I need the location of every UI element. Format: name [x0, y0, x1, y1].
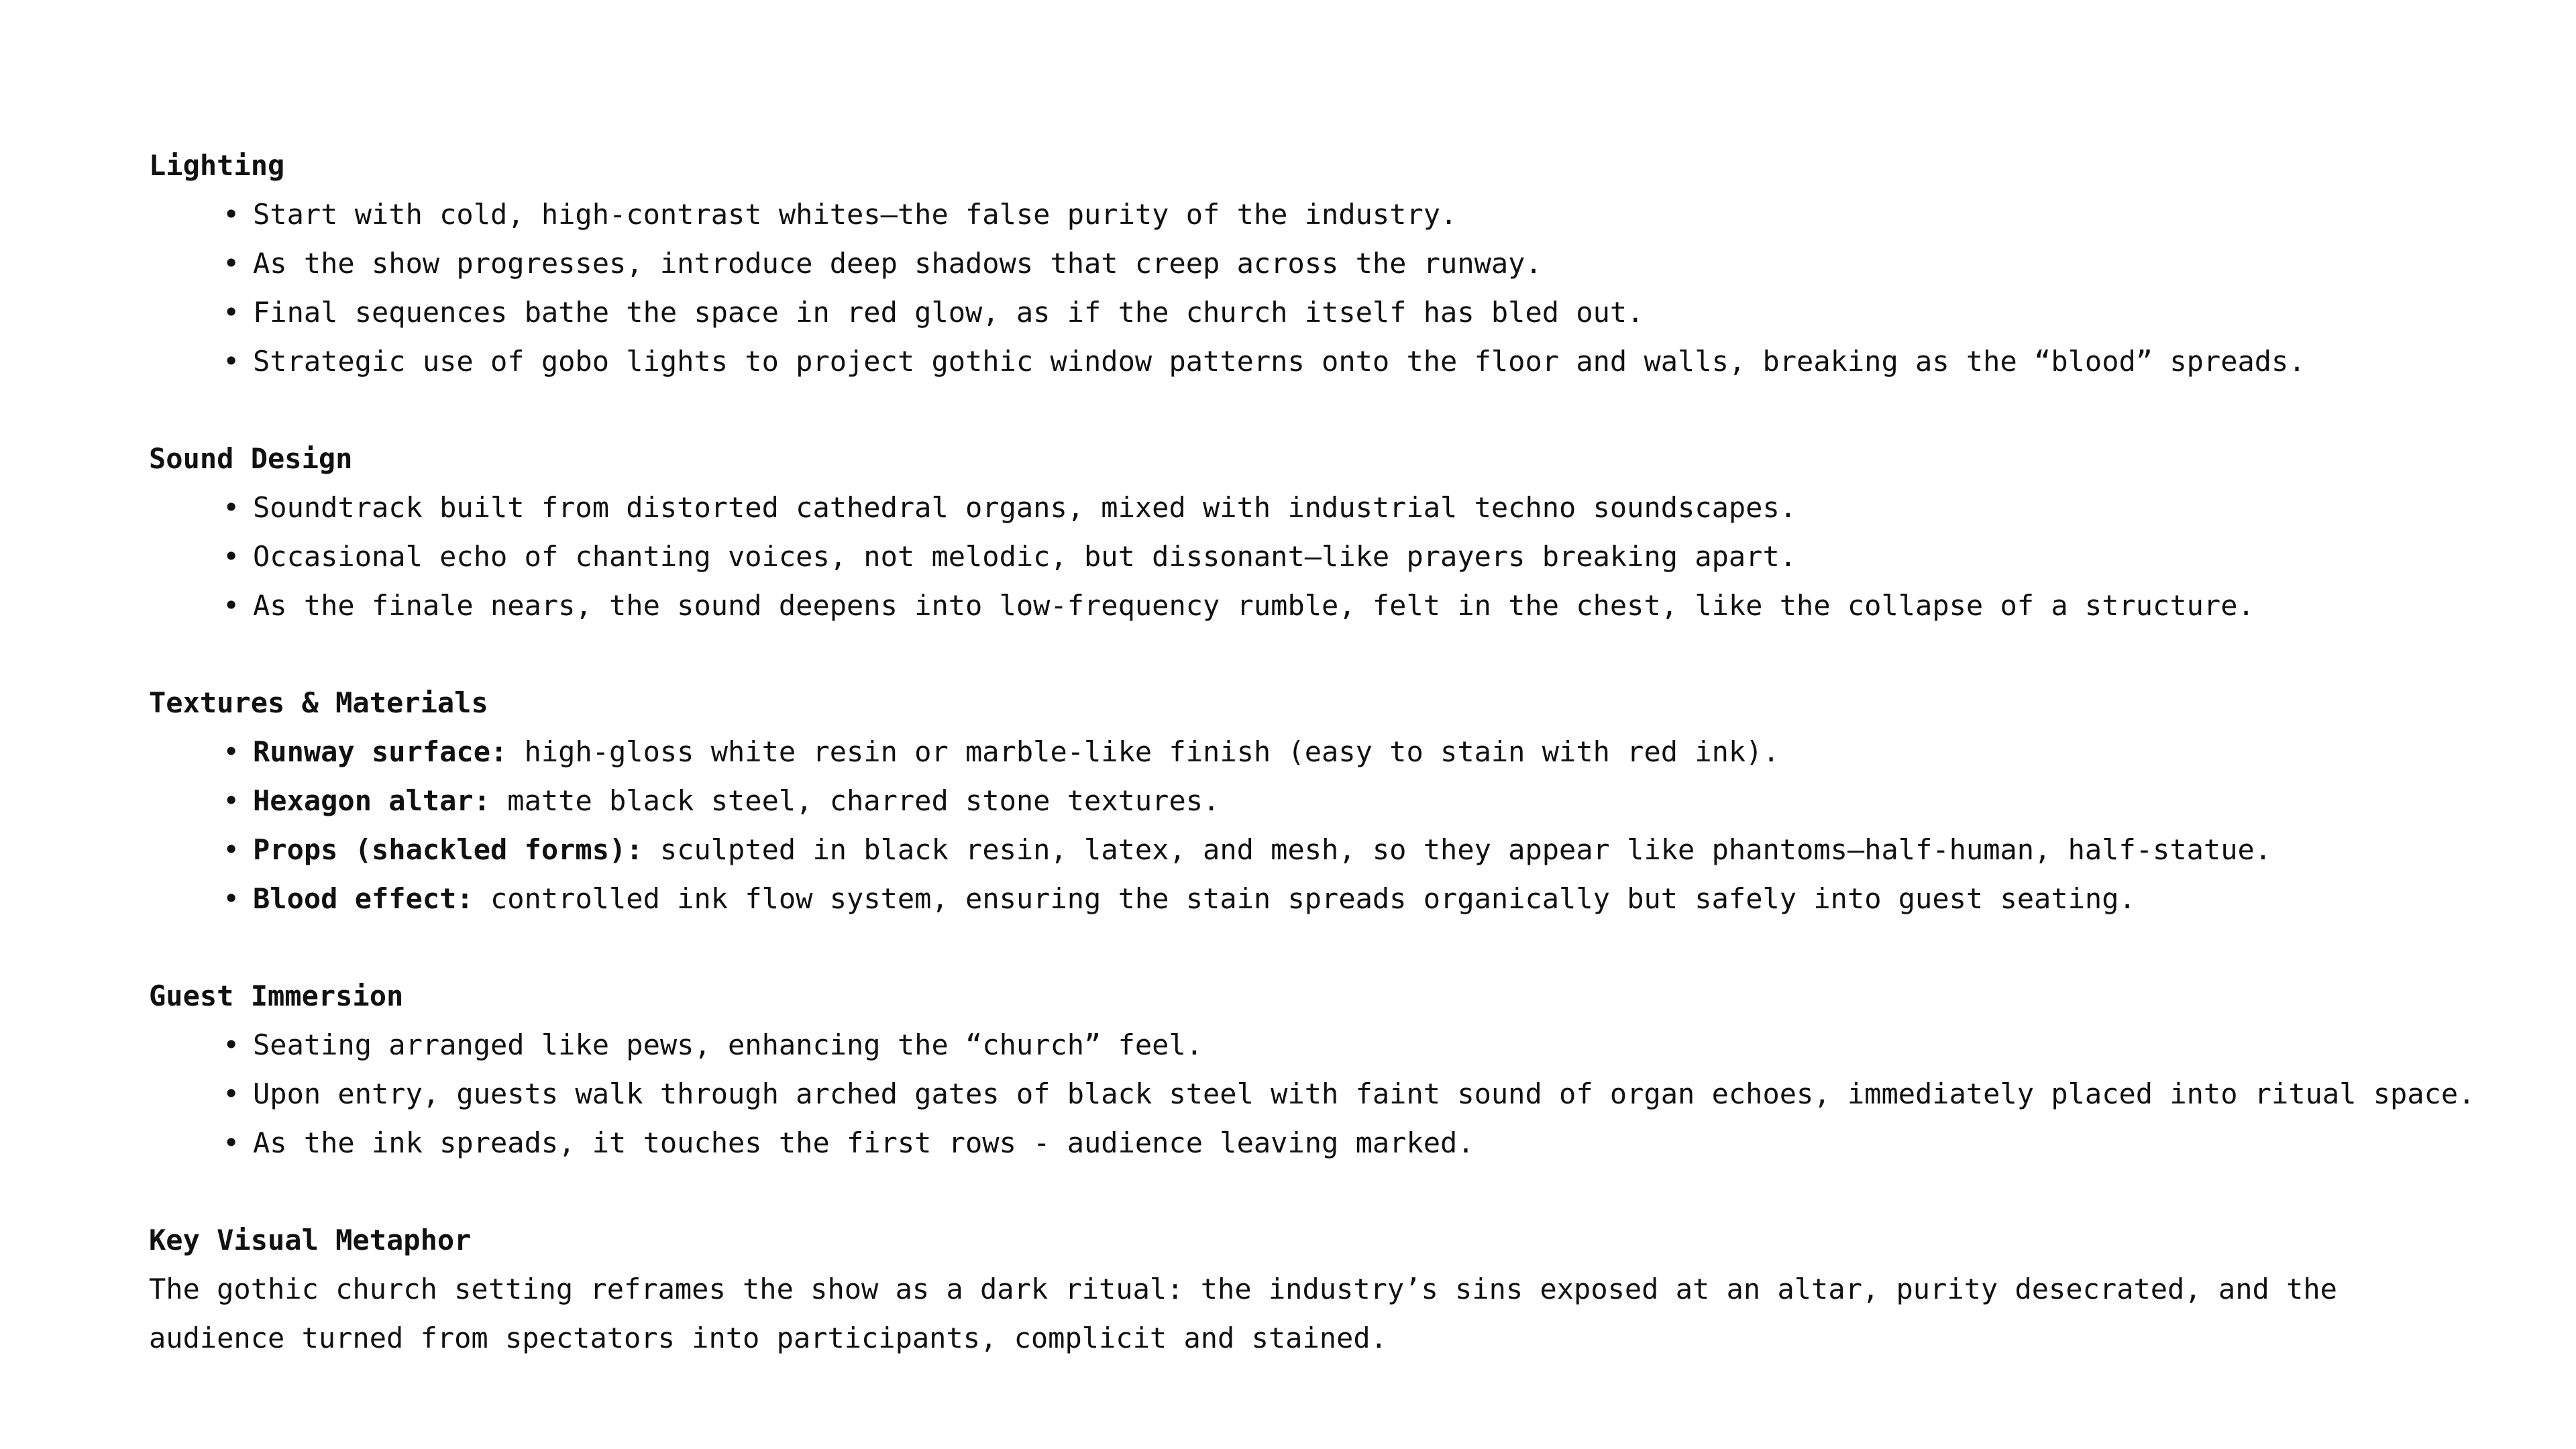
bullet-list	[149, 190, 2457, 386]
bullet-icon: •	[223, 833, 240, 866]
list-item	[223, 727, 2457, 776]
list-item	[223, 1020, 2457, 1069]
bullet-icon: •	[223, 247, 240, 280]
section-sound-design	[149, 434, 2457, 630]
list-item-text: Final sequences bathe the space in red glow, as if the church itself has bled out.	[253, 296, 1644, 329]
bullet-icon: •	[223, 735, 240, 768]
list-item	[223, 581, 2457, 630]
bullet-icon: •	[223, 1028, 240, 1061]
bullet-icon: •	[223, 491, 240, 524]
list-item	[223, 483, 2457, 532]
section-heading: Textures & Materials	[149, 686, 488, 719]
bullet-icon: •	[223, 589, 240, 622]
section-key-visual-metaphor	[149, 1216, 2457, 1362]
list-item-text: Upon entry, guests walk through arched gates of black steel with faint sound of organ echoes, immediately placed into ritual space.	[253, 1077, 2475, 1110]
list-item-text: sculpted in black resin, latex, and mesh, so they appear like phantoms—half-human, half-statue.	[643, 833, 2272, 866]
list-item	[223, 288, 2457, 337]
list-item-text: Start with cold, high-contrast whites—the false purity of the industry.	[253, 198, 1458, 231]
list-item-text: Seating arranged like pews, enhancing the “church” feel.	[253, 1028, 1203, 1061]
bullet-icon: •	[223, 1126, 240, 1159]
list-item	[223, 874, 2457, 923]
bullet-icon: •	[223, 345, 240, 378]
list-item	[223, 1069, 2475, 1118]
list-item	[223, 1118, 2457, 1167]
list-item-text: As the ink spreads, it touches the first rows - audience leaving marked.	[253, 1126, 1474, 1159]
bullet-icon: •	[223, 882, 240, 915]
list-item-text: As the finale nears, the sound deepens into low-frequency rumble, felt in the chest, like the collapse of a structure.	[253, 589, 2255, 622]
list-item-lead: Runway surface:	[253, 735, 508, 768]
list-item-text: high-gloss white resin or marble-like finish (easy to stain with red ink).	[507, 735, 1780, 768]
closing-paragraph: The gothic church setting reframes the show as a dark ritual: the industry’s sins exposed at an altar, purity desecrated, and the audience turned from spectators into participants, complicit and stained.	[149, 1273, 2337, 1354]
list-item-text: Soundtrack built from distorted cathedral organs, mixed with industrial techno soundscapes.	[253, 491, 1797, 524]
list-item-text: matte black steel, charred stone textures.	[490, 784, 1220, 817]
list-item-lead: Props (shackled forms):	[253, 833, 643, 866]
list-item	[223, 532, 2457, 581]
bullet-list	[149, 483, 2457, 630]
document-body	[149, 141, 2475, 1411]
list-item-lead: Hexagon altar:	[253, 784, 491, 817]
section-heading: Guest Immersion	[149, 979, 404, 1012]
list-item-text: As the show progresses, introduce deep shadows that creep across the runway.	[253, 247, 1542, 280]
list-item-text: controlled ink flow system, ensuring the stain spreads organically but safely into guest seating.	[473, 882, 2136, 915]
bullet-icon: •	[223, 1077, 240, 1110]
section-textures-materials	[149, 678, 2457, 923]
list-item	[223, 190, 2457, 239]
bullet-list	[149, 1020, 2475, 1167]
section-heading: Key Visual Metaphor	[149, 1224, 472, 1256]
list-item-text: Occasional echo of chanting voices, not melodic, but dissonant—like prayers breaking apart.	[253, 540, 1797, 573]
list-item	[223, 825, 2457, 874]
bullet-icon: •	[223, 198, 240, 231]
bullet-icon: •	[223, 296, 240, 329]
section-heading: Lighting	[149, 149, 285, 182]
section-heading: Sound Design	[149, 442, 353, 475]
list-item	[223, 337, 2457, 386]
section-lighting	[149, 141, 2457, 386]
bullet-icon: •	[223, 540, 240, 573]
bullet-icon: •	[223, 784, 240, 817]
list-item-lead: Blood effect:	[253, 882, 474, 915]
bullet-list	[149, 727, 2457, 923]
section-guest-immersion	[149, 971, 2475, 1167]
list-item	[223, 239, 2457, 288]
list-item-text: Strategic use of gobo lights to project gothic window patterns onto the floor and walls, breaking as the “blood” spreads.	[253, 345, 2306, 378]
list-item	[223, 776, 2457, 825]
